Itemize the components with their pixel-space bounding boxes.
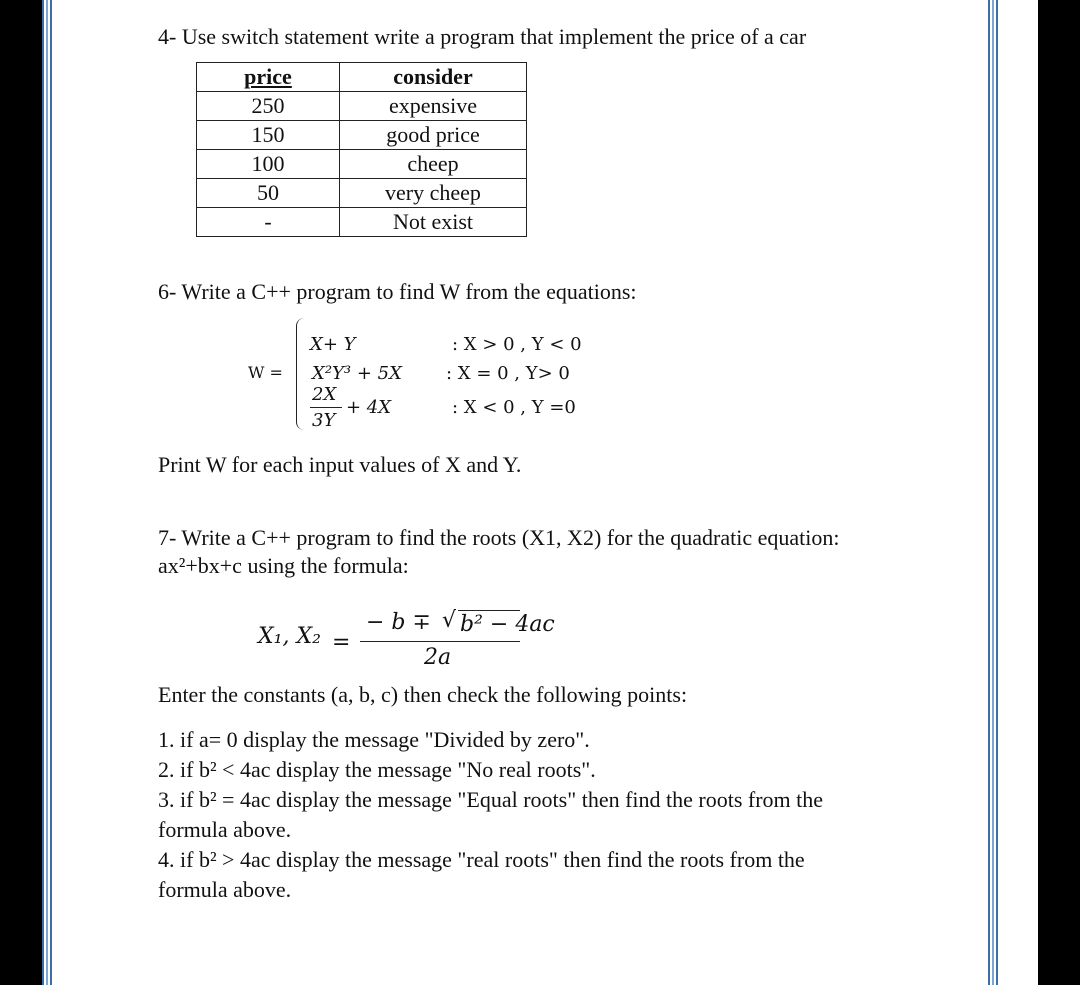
formula-radicand: b² − 4ac [460, 612, 555, 637]
case2-expr: X²Y³ + 5X [312, 363, 402, 384]
q6-print-line: Print W for each input values of X and Y. [158, 452, 522, 477]
consider-cell: Not exist [340, 208, 527, 237]
piecewise-brace [296, 318, 307, 430]
point-4: 4. if b² > 4ac display the message "real roots" then find the roots from the [158, 847, 805, 872]
table-row [197, 92, 527, 121]
formula-denominator: 2a [424, 645, 452, 670]
q7-enter-line: Enter the constants (a, b, c) then check the following points: [158, 682, 688, 707]
consider-cell: cheep [340, 150, 527, 179]
sqrt-bar [458, 610, 520, 611]
sqrt-icon: √ [442, 608, 457, 633]
table-row [197, 208, 527, 237]
case2-cond: : X = 0 , Y> 0 [446, 363, 570, 384]
consider-cell: expensive [340, 92, 527, 121]
q7-title: 7- Write a C++ program to find the roots (X1, X2) for the quadratic equation: [158, 525, 840, 550]
page-border-right [988, 0, 998, 985]
formula-fraction-bar [360, 641, 520, 642]
price-cell: 250 [197, 92, 340, 121]
price-table [196, 62, 527, 237]
case1-expr: X+ Y [310, 334, 356, 355]
price-cell: - [197, 208, 340, 237]
point-4-continued: formula above. [158, 877, 292, 902]
point-3-continued: formula above. [158, 817, 292, 842]
q4-title: 4- Use switch statement write a program that implement the price of a car [158, 24, 807, 49]
consider-cell: very cheep [340, 179, 527, 208]
case1-cond: : X > 0 , Y < 0 [452, 334, 582, 355]
table-row [197, 179, 527, 208]
price-cell: 50 [197, 179, 340, 208]
price-table-header [197, 63, 527, 92]
q7-equation-line: ax²+bx+c using the formula: [158, 553, 409, 578]
price-cell: 100 [197, 150, 340, 179]
case3-cond: : X < 0 , Y =0 [452, 397, 576, 418]
w-label: W = [248, 363, 283, 382]
point-2: 2. if b² < 4ac display the message "No real roots". [158, 757, 596, 782]
consider-cell: good price [340, 121, 527, 150]
q6-title: 6- Write a C++ program to find W from the equations: [158, 279, 637, 304]
header-consider: consider [340, 63, 527, 92]
case3-fraction-bar [310, 407, 342, 408]
point-1: 1. if a= 0 display the message "Divided by zero". [158, 727, 590, 752]
formula-lhs: X₁, X₂ [258, 624, 321, 649]
page-border-left [42, 0, 52, 985]
header-price: price [197, 63, 340, 92]
point-3: 3. if b² = 4ac display the message "Equal roots" then find the roots from the [158, 787, 824, 812]
table-row [197, 121, 527, 150]
price-cell: 150 [197, 121, 340, 150]
case3-denominator: 3Y [312, 410, 336, 431]
case3-numerator: 2X [312, 384, 337, 405]
table-row [197, 150, 527, 179]
formula-equals: = [332, 630, 351, 655]
formula-numerator-prefix: − b ∓ [366, 610, 431, 635]
case3-tail: + 4X [346, 397, 392, 418]
